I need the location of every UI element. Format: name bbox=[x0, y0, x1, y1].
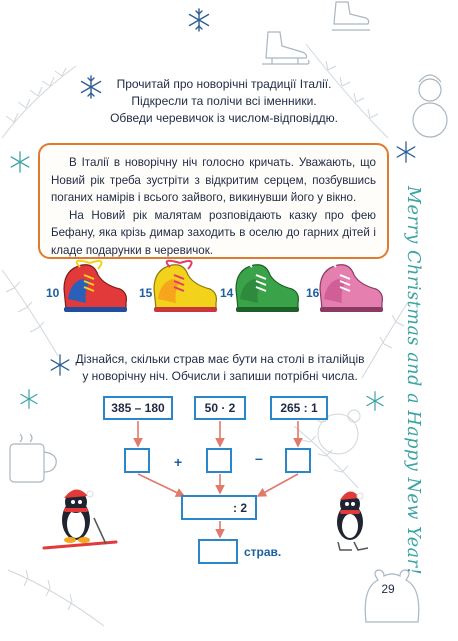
plus-operator: + bbox=[174, 454, 183, 470]
sum-divide-box[interactable] bbox=[181, 495, 257, 520]
divide-label: : 2 bbox=[232, 500, 247, 515]
shoe-number: 16 bbox=[306, 286, 320, 300]
expression-box: 50 · 2 bbox=[194, 396, 246, 420]
answer-box[interactable] bbox=[285, 448, 311, 473]
story-paragraph: В Італії в новорічну ніч голосно кричать. Уважають, що Новий рік треба зустріти з відкритим серцем, позбувшись поганих намірів і всього зайвого, викинувши його у вікно. bbox=[51, 156, 376, 204]
shoe-number: 15 bbox=[139, 286, 153, 300]
shoe-number: 10 bbox=[46, 286, 60, 300]
instruction-line: Обведи черевичок із числом-відповіддю. bbox=[110, 111, 338, 125]
instruction-line: Прочитай про новорічні традиції Італії. bbox=[116, 77, 332, 91]
answer-box[interactable] bbox=[124, 448, 150, 473]
page-number: 29 bbox=[381, 582, 395, 596]
answer-box[interactable] bbox=[206, 448, 232, 473]
shoe-number: 14 bbox=[220, 286, 234, 300]
penguin-skier-icon bbox=[40, 486, 120, 556]
story-paragraph: На Новий рік малятам розповідають казку про фею Бефану, яка крізь димар заходить в оселю до гарних дітей і кладе подарунки в черевичок. bbox=[51, 208, 376, 257]
expression-box: 265 : 1 bbox=[270, 396, 328, 420]
instruction-line: Підкресли та полічи всі іменники. bbox=[131, 94, 317, 108]
side-greeting: Merry Christmas and a Happy New Year! bbox=[403, 186, 423, 576]
unit-label: страв. bbox=[244, 545, 282, 559]
expression-box: 385 – 180 bbox=[103, 396, 173, 420]
minus-operator: – bbox=[255, 450, 263, 466]
instruction-line: у новорічну ніч. Обчисли і запиши потрібні числа. bbox=[82, 369, 358, 383]
penguin-skater-icon bbox=[320, 490, 380, 556]
instruction-line: Дізнайся, скільки страв має бути на столі в італійців bbox=[75, 352, 365, 366]
final-answer-box[interactable] bbox=[198, 539, 238, 564]
